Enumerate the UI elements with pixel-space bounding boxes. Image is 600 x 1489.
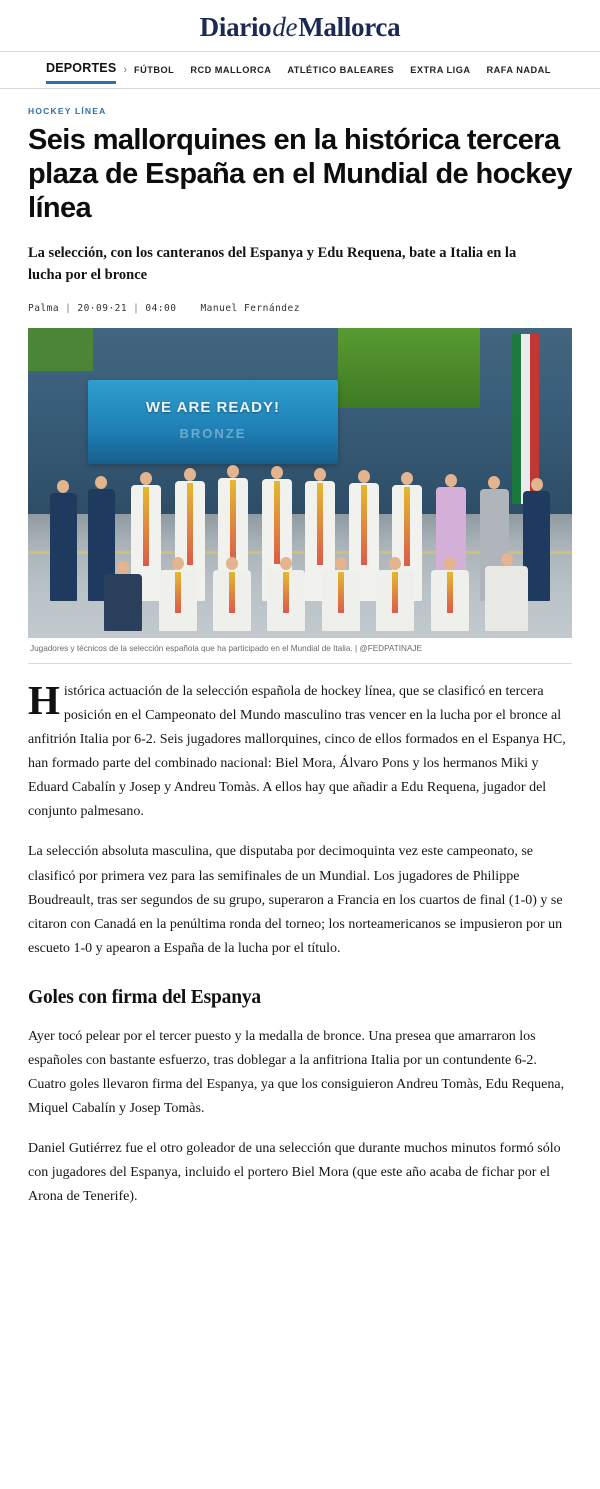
article-subhead: La selección, con los canteranos del Espanya y Edu Requena, bate a Italia en la lucha por el bronce <box>28 244 517 284</box>
byline-time: 04:00 <box>145 302 177 314</box>
team-photo <box>28 328 572 638</box>
article-paragraph-3: Ayer tocó pelear por el tercer puesto y la medalla de bronce. Una presea que amarraron los españoles con bastante esfuerzo, tras doblegar a la anfitriona Italia por un contundente 6-2. Cuatro goles llevaron firma del Espanya, ya que los consiguieron Andreu Tomàs, Edu Requena, Miquel Cabalín y Josep Tomàs. <box>28 1028 565 1117</box>
nav-item-extra-liga[interactable]: EXTRA LIGA <box>410 65 471 75</box>
photo-person-kneeling <box>322 570 360 632</box>
photo-person <box>50 493 77 601</box>
logo-word-mallorca: Mallorca <box>298 12 401 42</box>
photo-caption: Jugadores y técnicos de la selección española que ha participado en el Mundial de Italia. | @FEDPATINAJE <box>28 638 572 664</box>
photo-person-kneeling <box>376 570 414 632</box>
photo-banner-subtext: BRONZE <box>179 426 247 442</box>
nav-item-futbol[interactable]: FÚTBOL <box>134 65 175 75</box>
byline <box>28 303 572 314</box>
article-section-title: Goles con firma del Espanya <box>28 986 261 1008</box>
nav-separator-icon: › <box>123 64 128 76</box>
site-logo[interactable] <box>0 14 600 41</box>
article-kicker[interactable]: HOCKEY LÍNEA <box>28 106 107 116</box>
photo-green-panel-left <box>28 328 93 371</box>
article-paragraph-2: La selección absoluta masculina, que disputaba por decimoquinta vez este campeonato, se clasificó por primera vez para las semifinales de un Mundial. Los jugadores de Philippe Boudreault, tras ser segundos de su grupo, superaron a Francia en los cuartos de final (1-0) y se citaron con Canadá en la penúltima ronda del torneo; los norteamericanos se impusieron por un escueto 1-0 y apearon a España de la lucha por el título. <box>28 844 563 956</box>
logo-word-diario: Diario <box>199 12 272 42</box>
article-paragraph-4: Daniel Gutiérrez fue el otro goleador de una selección que durante muchos minutos formó sólo con jugadores del Espanya, incluido el portero Biel Mora (que este año acaba de fichar por el Arona de Tenerife). <box>28 1141 561 1205</box>
article-figure <box>28 328 572 664</box>
byline-separator-1: | <box>65 302 72 314</box>
article-paragraph-1: Histórica actuación de la selección española de hockey línea, que se clasificó en tercera posición en el Campeonato del Mundo masculino tras vencer en la lucha por el bronce al anfitrión Italia por 6-2. Seis jugadores mallorquines, cinco de ellos formados en el Espanya HC, han formado parte del combinado nacional: Biel Mora, Álvaro Pons y los hermanos Miki y Eduard Cabalín y Josep y Andreu Tomàs. A ellos hay que añadir a Edu Requena, jugador del conjunto palmesano. <box>28 677 566 820</box>
article-container <box>0 106 600 1209</box>
photo-team-group <box>28 408 572 600</box>
photo-banner-text: WE ARE READY! <box>145 398 280 416</box>
photo-goalkeeper <box>485 566 529 631</box>
nav-item-rafa-nadal[interactable]: RAFA NADAL <box>486 65 551 75</box>
byline-place: Palma <box>28 302 60 314</box>
masthead <box>0 0 600 51</box>
byline-date: 20·09·21 <box>77 302 128 314</box>
photo-person-kneeling <box>213 570 251 632</box>
nav-item-deportes[interactable]: DEPORTES <box>46 57 116 84</box>
nav-item-atletico-baleares[interactable]: ATLÉTICO BALEARES <box>287 65 395 75</box>
photo-person-kneeling <box>104 574 142 632</box>
nav-item-rcd-mallorca[interactable]: RCD MALLORCA <box>190 65 272 75</box>
photo-person-kneeling <box>267 570 305 632</box>
logo-word-de: de <box>272 12 298 42</box>
page-title: Seis mallorquines en la histórica tercera plaza de España en el Mundial de hockey línea <box>28 124 572 224</box>
byline-separator-2: | <box>133 302 140 314</box>
photo-person-kneeling <box>159 570 197 632</box>
byline-author[interactable]: Manuel Fernández <box>200 302 300 314</box>
photo-person-kneeling <box>431 570 469 632</box>
photo-green-panel-right <box>338 328 479 409</box>
section-navbar <box>0 51 600 89</box>
